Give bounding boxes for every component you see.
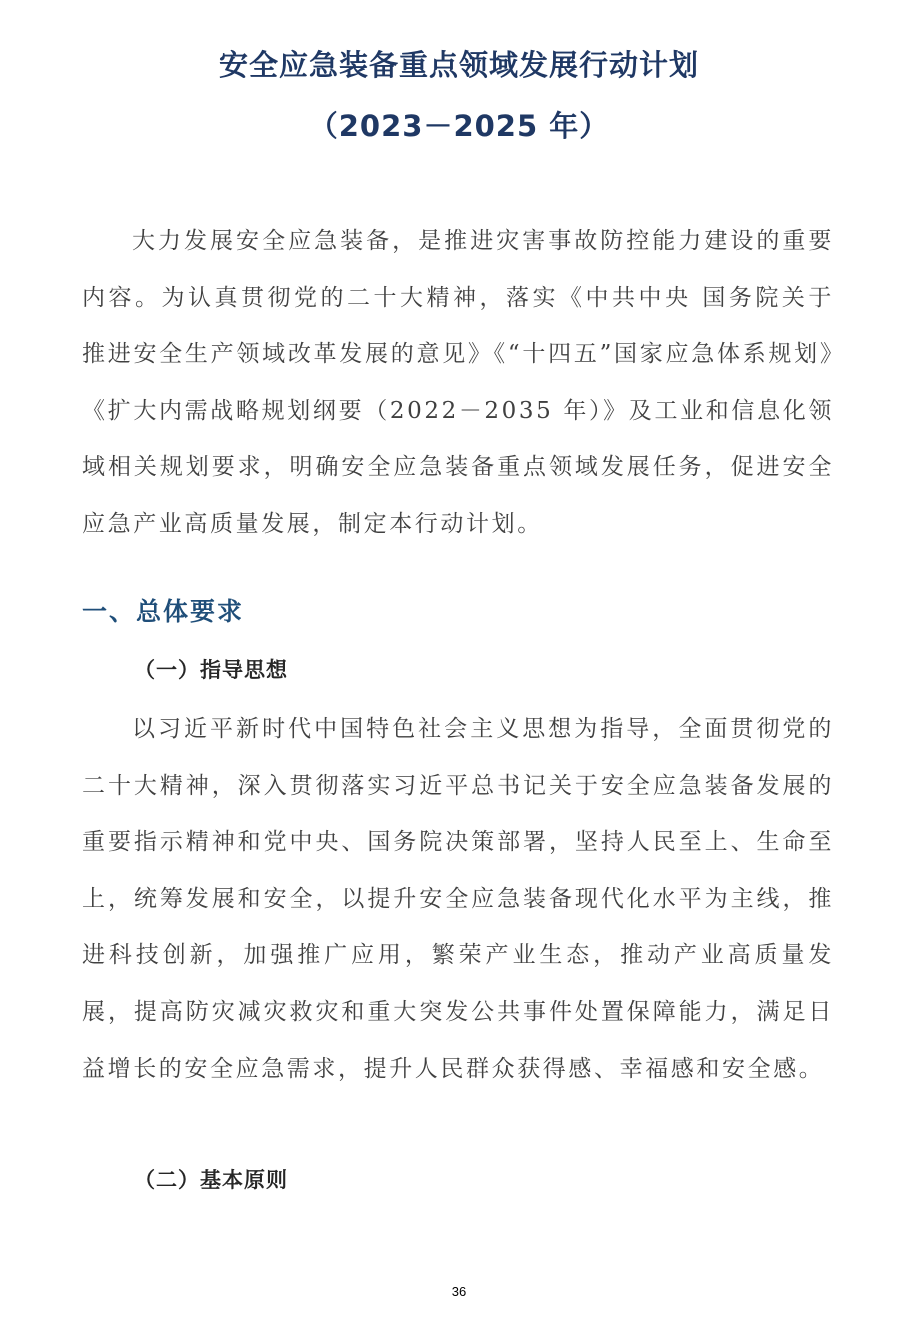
section-heading-general-requirements: 一、总体要求 (82, 597, 245, 626)
document-title: 安全应急装备重点领域发展行动计划 (218, 48, 699, 82)
guiding-ideology-paragraph: 以习近平新时代中国特色社会主义思想为指导，全面贯彻党的二十大精神，深入贯彻落实习近平总书记关于安全应急装备发展的重要指示精神和党中央、国务院决策部署，坚持人民至上、生命至上，统筹发展和安全，以提升安全应急装备现代化水平为主线，推进科技创新，加强推广应用，繁荣产业生态，推动产业高质量发展，提高防灾减灾救灾和重大突发公共事件处置保障能力，满足日益增长的安全应急需求，提升人民群众获得感、幸福感和安全感。 (82, 716, 834, 1082)
subsection-heading-basic-principles: （二）基本原则 (134, 1168, 288, 1192)
intro-paragraph: 大力发展安全应急装备，是推进灾害事故防控能力建设的重要内容。为认真贯彻党的二十大精神，落实《中共中央 国务院关于推进安全生产领域改革发展的意见》《“十四五”国家应急体系规划》《扩大内需战略规划纲要（2022－2035 年）》及工业和信息化领域相关规划要求，明确安全应急装备重点领域发展任务，促进安全应急产业高质量发展，制定本行动计划。 (82, 228, 834, 537)
document-title-years: （2023－2025 年） (308, 109, 610, 143)
subsection-heading-guiding-ideology: （一）指导思想 (134, 658, 288, 682)
page-number: 36 (451, 1284, 467, 1299)
